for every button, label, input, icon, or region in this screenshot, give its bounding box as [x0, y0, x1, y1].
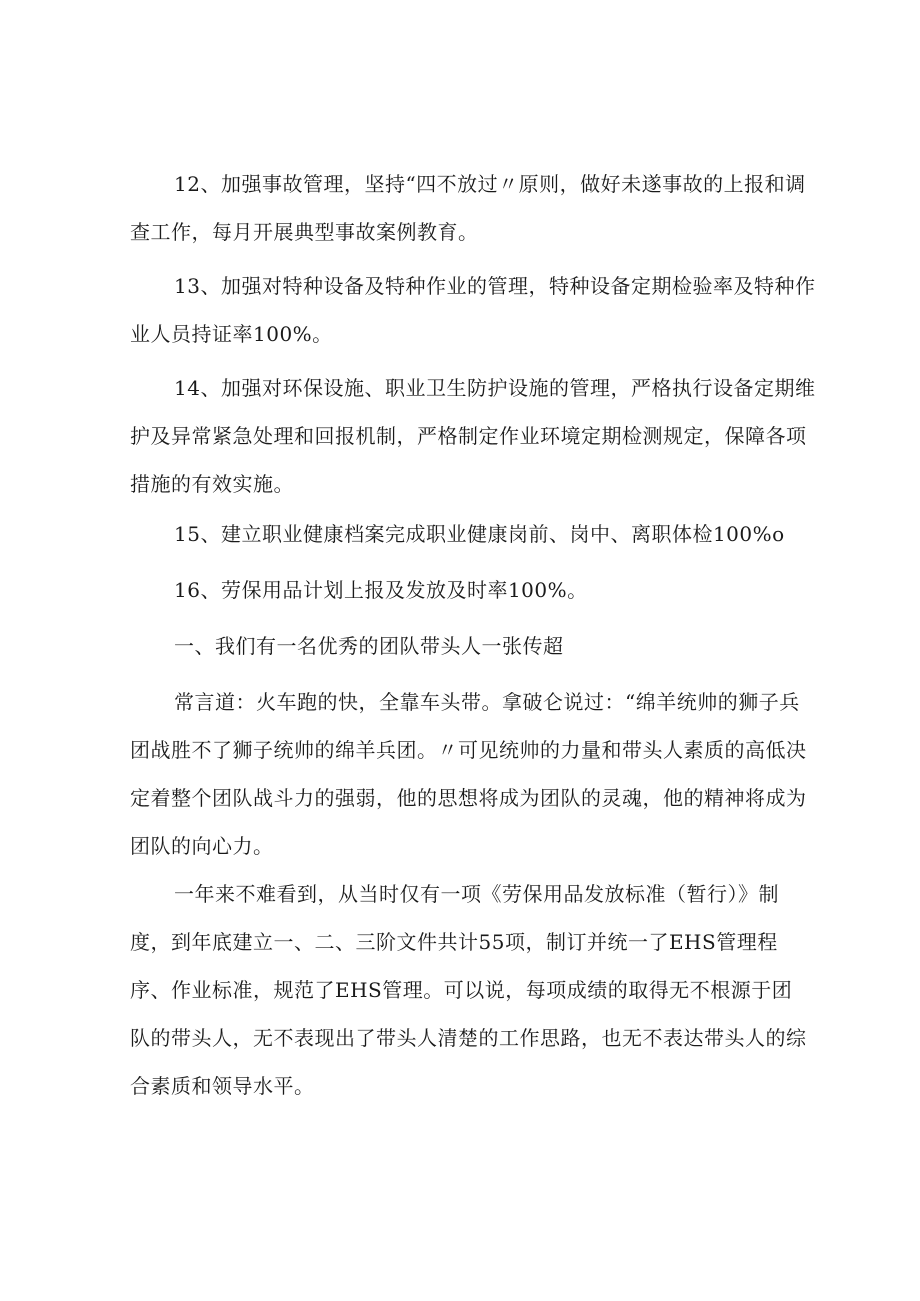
- paragraph-item-13: [130, 262, 816, 358]
- text-line: 队的带头人，无不表现出了带头人清楚的工作思路，也无不表达带头人的综: [130, 1026, 807, 1050]
- paragraph-item-15: [130, 510, 810, 558]
- text-line: 12、加强事故管理，坚持“四不放过〃原则，做好未遂事故的上报和调: [174, 172, 806, 196]
- paragraph-item-16: [130, 566, 810, 614]
- text-line: 14、加强对环保设施、职业卫生防护设施的管理，严格执行设备定期维: [174, 376, 816, 400]
- paragraph-item-14: [130, 364, 816, 508]
- text-line: 查工作，每月开展典型事故案例教育。: [130, 220, 479, 244]
- text-line: 度，到年底建立一、二、三阶文件共计55项，制订并统一了EHS管理程: [130, 930, 778, 954]
- text-line: 护及异常紧急处理和回报机制，严格制定作业环境定期检测规定，保障各项: [130, 424, 807, 448]
- text-line: 一年来不难看到，从当时仅有一项《劳保用品发放标准（暂行）》制: [174, 882, 779, 906]
- text-line: 13、加强对特种设备及特种作业的管理，特种设备定期检验率及特种作: [174, 274, 816, 298]
- text-line: 团战胜不了狮子统帅的绵羊兵团。〃可见统帅的力量和带头人素质的高低决: [130, 738, 807, 762]
- paragraph-leader-quote: [130, 678, 810, 870]
- text-line: 合素质和领导水平。: [130, 1074, 315, 1098]
- section-heading: [130, 622, 810, 670]
- text-line: 业人员持证率100%。: [130, 322, 333, 346]
- text-line: 16、劳保用品计划上报及发放及时率100%。: [174, 578, 588, 602]
- paragraph-year-summary: [130, 870, 810, 1110]
- text-line: 措施的有效实施。: [130, 472, 294, 496]
- text-line: 一、我们有一名优秀的团队带头人一张传超: [174, 634, 564, 658]
- paragraph-item-12: [130, 160, 810, 256]
- text-line: 常言道：火车跑的快，全靠车头带。拿破仑说过：“绵羊统帅的狮子兵: [174, 690, 800, 714]
- text-line: 定着整个团队战斗力的强弱，他的思想将成为团队的灵魂，他的精神将成为: [130, 786, 807, 810]
- text-line: 15、建立职业健康档案完成职业健康岗前、岗中、离职体检100%o: [174, 522, 785, 546]
- text-line: 团队的向心力。: [130, 834, 274, 858]
- text-line: 序、作业标准，规范了EHS管理。可以说，每项成绩的取得无不根源于团: [130, 978, 793, 1002]
